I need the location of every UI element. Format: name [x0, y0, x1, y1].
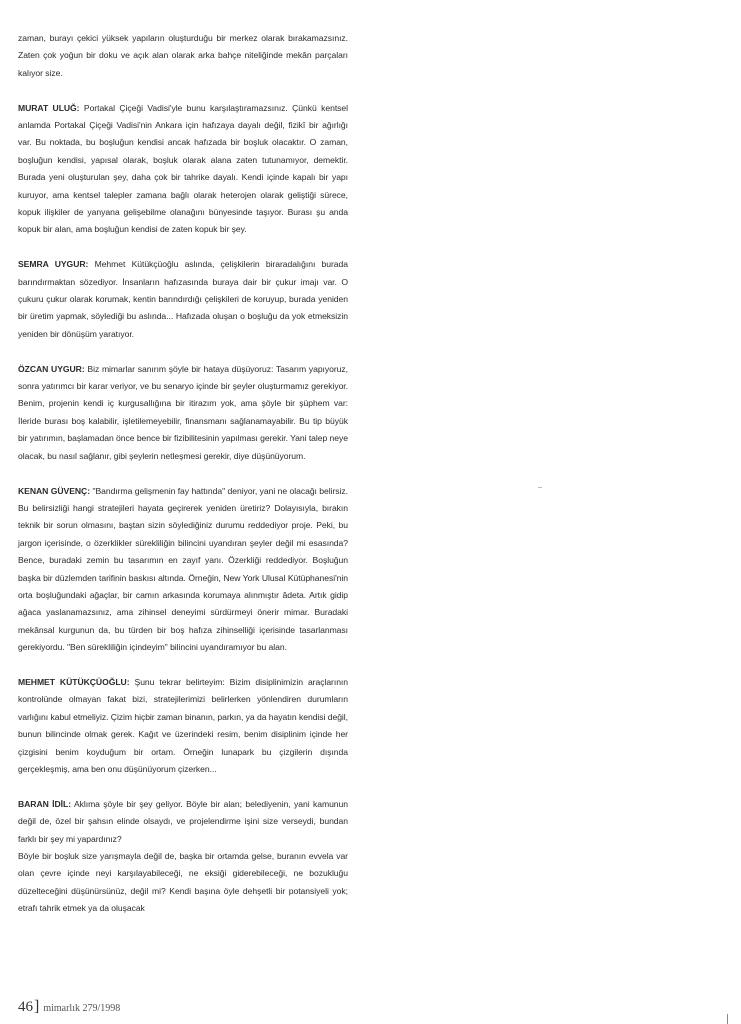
crop-mark: [727, 1014, 728, 1024]
paragraph-text: Biz mimarlar sanırım şöyle bir hataya düşüyoruz: Tasarım yapıyoruz, sonra yatırımcı bir karar veriyor, ve bu senaryo içinde bir şeyler oluşturmamız gerekiyor. Benim, projenin kendi iç kurgusallığına bir itirazım yok, ama şöyle bir şüphem var: İleride burası boş kalabilir, işletilemeyebilir, finansmanı sağlanamayabilir. Bu tip büyük bir yatırımın, başlamadan önce bence bir fizibilitesinin yapılması gerekir. Yani talep neye olacak, bu nasıl sağlanır, gibi şeylerin netleşmesi gerekir, diye düşünüyorum.: [18, 363, 348, 461]
speaker-name: ÖZCAN UYGUR:: [18, 363, 85, 374]
scan-speck: [538, 487, 542, 488]
paragraph-semra-uygur: [18, 256, 348, 343]
paragraph-kenan-guvenc: [18, 483, 348, 657]
speaker-name: KENAN GÜVENÇ:: [18, 485, 91, 496]
paragraph-baran-idil: [18, 796, 348, 848]
page-footer: [18, 998, 120, 1016]
article-column: [18, 30, 348, 918]
speaker-name: MURAT ULUĞ:: [18, 102, 80, 113]
paragraph-text: "Bandırma gelişmenin fay hattında" deniyor, yani ne olacağı belirsiz. Bu belirsizliği hangi stratejileri hayata geçirerek yeniden üretiriz? Dolayısıyla, bırakın teknik bir sorun olmasını, baştan sizin söylediğiniz durumu reddediyor proje. Peki, bu jargon içerisinde, o özerklikler sürekliliğin bilincini uyandıran şeyler değil mi esasında? Bence, buradaki zemin bu tasarımın en zayıf yanı. Özerkliği reddediyor. Boşluğun başka bir düzlemden tarifinin baskısı altında. Örneğin, New York Ulusal Kütüphanesi'nin orta boşluğundaki ağaçlar, bir camın arkasında korumaya alınmıştır âdeta. Artık gidip ağaca yaslanamazsınız, ama zihinsel deneyimi sürdürmeyi önerir mimar. Buradaki mekânsal kurgunun da, bu türden bir boş hafıza zihinselliği içerisinde tasarlanması gerekiyordu. "Ben sürekliliğin içindeyim" bilincini uyandıramıyor bu alan.: [18, 485, 348, 653]
speaker-name: BARAN İDİL:: [18, 798, 72, 809]
paragraph-intro: [18, 30, 348, 82]
speaker-name: MEHMET KÜTÜKÇÜOĞLU:: [18, 676, 130, 687]
paragraph-text: Mehmet Kütükçüoğlu aslında, çelişkilerin biraradalığını burada barındırmaktan sözediyor. İnsanların hafızasında buraya dair bir çukur imajı var. O çukuru çukur olarak korumak, kentin barındırdığı çelişkileri de koruyup, burada yeniden bir üretim yapmak, söylediği bu aslında... Hafızada oluşan o boşluğu da yok etmeksizin yeniden bir dönüşüm yaratıyor.: [18, 259, 348, 339]
paragraph-baran-idil-continued: [18, 848, 348, 918]
paragraph-text: Portakal Çiçeği Vadisi'yle bunu karşılaştıramazsınız. Çünkü kentsel anlamda Portakal Çiçeği Vadisi'nin Ankara için hafızaya dayalı değil, fizikî bir ağırlığı var. Bu noktada, bu boşluğun kendisi ancak hafızada bir boşluk olacaktır. O zaman, boşluğun kendisi, yapısal olarak, boşluk olarak alana zaten tutunamıyor, demektir. Burada yeni oluşturulan şey, daha çok bir tahrike dayalı. Kendi içinde kapalı bir yapı kuruyor, ama kentsel talepler zamana bağlı olarak heterojen olarak geliştiği sürece, kopuk ilişkiler de yanyana gelişebilme olanağını bünyesinde taşıyor. Burası şu anda kopuk bir alan, ama boşluğun kendisi de zaten kopuk bir şey.: [18, 102, 348, 235]
page-number: 46: [18, 999, 33, 1015]
paragraph-text: Böyle bir boşluk size yarışmayla değil de, başka bir ortamda gelse, buranın evvela var olan çevre içinde neyi karşılayabileceği, ne eksiği giderebileceği, ne bozukluğu düzelteceğini düşünürsünüz, değil mi? Kendi başına öyle dehşetli bir potansiyeli yok; etrafı tahrik etmek ya da oluşacak: [18, 851, 348, 914]
paragraph-text: zaman, burayı çekici yüksek yapıların oluşturduğu bir merkez olarak bırakamazsınız. Zaten çok yoğun bir doku ve açık alan olarak arka bahçe niteliğinde mekân parçaları kalıyor size.: [18, 33, 348, 78]
paragraph-ozcan-uygur: [18, 361, 348, 465]
speaker-name: SEMRA UYGUR:: [18, 259, 89, 270]
journal-issue: mimarlık 279/1998: [43, 1003, 121, 1014]
paragraph-mehmet-kutukcuoglu: [18, 674, 348, 778]
page-bracket: ]: [34, 998, 40, 1015]
paragraph-text: Şunu tekrar belirteyim: Bizim disiplinimizin araçlarının kontrolünde olmayan fakat bizi, stratejilerimizi belirlerken yönlendiren durumların varlığını kabul etmeliyiz. Çizim hiçbir zaman binanın, parkın, ya da hayatın kendisi değil, bunun bilincinde olmak gerek. Kağıt ve üzerindeki resim, benim disiplinim içinde her çizgisini benim koyduğum bir ortam. Örneğin lunapark bu çizgilerin dışında gerçekleşmiş, ama ben onu düşünüyorum çizerken...: [18, 676, 348, 774]
paragraph-text: Aklıma şöyle bir şey geliyor. Böyle bir alan; belediyenin, yani kamunun değil de, özel bir şahsın elinde olsaydı, ve projelendirme işini size verseydi, bundan farklı bir şey mi yapardınız?: [18, 798, 348, 844]
paragraph-murat-ulug: [18, 100, 348, 239]
